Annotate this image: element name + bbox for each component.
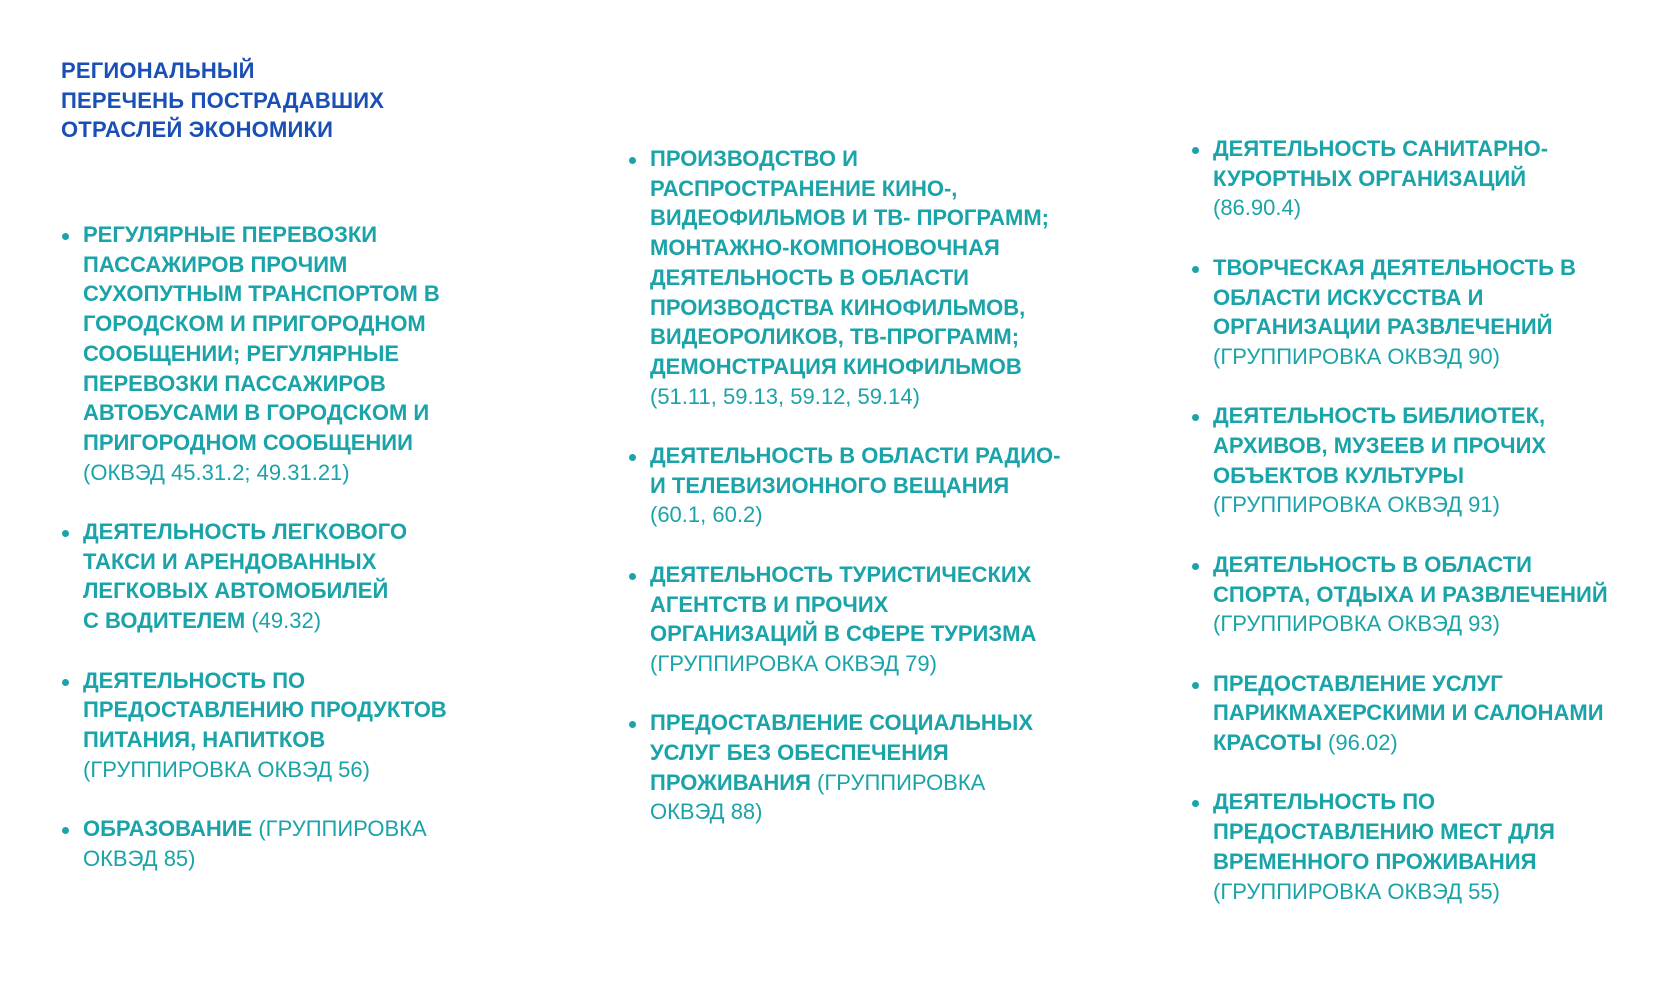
- okved-code: (ГРУППИРОВКА ОКВЭД 88): [650, 769, 986, 825]
- industry-name: ДЕЯТЕЛЬНОСТЬ В ОБЛАСТИ СПОРТА, ОТДЫХА И РАЗВЛЕЧЕНИЙ: [1213, 551, 1608, 607]
- bullet-dot-icon: [629, 157, 636, 164]
- bullet-dot-icon: [629, 573, 636, 580]
- list-item: [1191, 669, 1661, 758]
- okved-code: (ГРУППИРОВКА ОКВЭД 55): [1213, 878, 1500, 904]
- industry-list-column-1: [61, 220, 501, 903]
- bullet-dot-icon: [1192, 682, 1199, 689]
- page-title-line: ПЕРЕЧЕНЬ ПОСТРАДАВШИХ: [61, 87, 385, 113]
- bullet-dot-icon: [62, 233, 69, 240]
- okved-code: (ОКВЭД 45.31.2; 49.31.21): [83, 459, 350, 485]
- okved-code: (86.90.4): [1213, 195, 1302, 221]
- bullet-dot-icon: [62, 827, 69, 834]
- okved-code: (ГРУППИРОВКА ОКВЭД 90): [1213, 343, 1500, 369]
- bullet-dot-icon: [1192, 147, 1199, 154]
- industry-name: ДЕЯТЕЛЬНОСТЬ БИБЛИОТЕК, АРХИВОВ, МУЗЕЕВ И ПРОЧИХ ОБЪЕКТОВ КУЛЬТУРЫ: [1213, 403, 1547, 488]
- industry-name: ДЕЯТЕЛЬНОСТЬ ЛЕГКОВОГО ТАКСИ И АРЕНДОВАННЫХ ЛЕГКОВЫХ АВТОМОБИЛЕЙ С ВОДИТЕЛЕМ: [83, 519, 408, 634]
- industry-name: ТВОРЧЕСКАЯ ДЕЯТЕЛЬНОСТЬ В ОБЛАСТИ ИСКУССТВА И ОРГАНИЗАЦИИ РАЗВЛЕЧЕНИЙ: [1213, 254, 1576, 340]
- industry-name: ДЕЯТЕЛЬНОСТЬ ПО ПРЕДОСТАВЛЕНИЮ МЕСТ ДЛЯ ВРЕМЕННОГО ПРОЖИВАНИЯ: [1213, 789, 1555, 874]
- industry-name: ДЕЯТЕЛЬНОСТЬ ТУРИСТИЧЕСКИХ АГЕНТСТВ И ПРОЧИХ ОРГАНИЗАЦИЙ В СФЕРЕ ТУРИЗМА: [650, 561, 1037, 647]
- bullet-dot-icon: [1192, 266, 1199, 273]
- list-item: [1191, 401, 1661, 520]
- okved-code: (ГРУППИРОВКА ОКВЭД 85): [83, 816, 427, 871]
- bullet-dot-icon: [629, 721, 636, 728]
- bullet-dot-icon: [1192, 800, 1199, 807]
- list-item: [1191, 134, 1661, 223]
- bullet-dot-icon: [1192, 563, 1199, 570]
- list-item: [61, 814, 501, 873]
- list-item: [628, 708, 1098, 827]
- list-item: [1191, 550, 1661, 639]
- industry-name: ПРЕДОСТАВЛЕНИЕ УСЛУГ ПАРИКМАХЕРСКИМИ И САЛОНАМИ КРАСОТЫ: [1213, 670, 1604, 755]
- industry-name: ПРЕДОСТАВЛЕНИЕ СОЦИАЛЬНЫХ УСЛУГ БЕЗ ОБЕСПЕЧЕНИЯ ПРОЖИВАНИЯ: [650, 710, 1034, 795]
- list-item: [628, 144, 1098, 411]
- okved-code: (ГРУППИРОВКА ОКВЭД 79): [650, 650, 937, 676]
- industry-name: ДЕЯТЕЛЬНОСТЬ ПО ПРЕДОСТАВЛЕНИЮ ПРОДУКТОВ ПИТАНИЯ, НАПИТКОВ: [83, 667, 447, 752]
- bullet-dot-icon: [62, 530, 69, 537]
- list-item: [628, 441, 1098, 530]
- list-item: [1191, 787, 1661, 906]
- bullet-dot-icon: [1192, 414, 1199, 421]
- industry-name: ПРОИЗВОДСТВО И РАСПРОСТРАНЕНИЕ КИНО-, ВИДЕОФИЛЬМОВ И ТВ- ПРОГРАММ; МОНТАЖНО-КОМПОНОВОЧНАЯ ДЕЯТЕЛЬНОСТЬ В ОБЛАСТИ ПРОИЗВОДСТВА КИНОФИЛЬМОВ, ВИДЕОРОЛИКОВ, ТВ-ПРОГРАММ; ДЕМОНСТРАЦИЯ КИНОФИЛЬМОВ: [650, 146, 1049, 379]
- okved-code: (ГРУППИРОВКА ОКВЭД 91): [1213, 492, 1500, 518]
- industry-list-column-3: [1191, 134, 1661, 936]
- okved-code: (51.11, 59.13, 59.12, 59.14): [650, 383, 920, 409]
- industry-name: ДЕЯТЕЛЬНОСТЬ САНИТАРНО- КУРОРТНЫХ ОРГАНИЗАЦИЙ: [1213, 136, 1549, 191]
- bullet-dot-icon: [629, 454, 636, 461]
- page-title-line: РЕГИОНАЛЬНЫЙ: [61, 58, 255, 83]
- industry-list-column-2: [628, 144, 1098, 857]
- list-item: [1191, 253, 1661, 372]
- industry-name: РЕГУЛЯРНЫЕ ПЕРЕВОЗКИ ПАССАЖИРОВ ПРОЧИМ СУХОПУТНЫМ ТРАНСПОРТОМ В ГОРОДСКОМ И ПРИГОРОДНОМ СООБЩЕНИИ; РЕГУЛЯРНЫЕ ПЕРЕВОЗКИ ПАССАЖИРОВ АВТОБУСАМИ В ГОРОДСКОМ И ПРИГОРОДНОМ СООБЩЕНИИ: [83, 222, 440, 455]
- list-item: [628, 560, 1098, 679]
- industry-name: ДЕЯТЕЛЬНОСТЬ В ОБЛАСТИ РАДИО- И ТЕЛЕВИЗИОННОГО ВЕЩАНИЯ: [650, 443, 1061, 498]
- industry-name: ОБРАЗОВАНИЕ: [83, 816, 253, 842]
- okved-code: (96.02): [1321, 730, 1398, 755]
- okved-code: (49.32): [245, 608, 322, 634]
- bullet-dot-icon: [62, 679, 69, 686]
- okved-code: (ГРУППИРОВКА ОКВЭД 93): [1213, 611, 1500, 637]
- list-item: [61, 220, 501, 487]
- page-title: [61, 56, 384, 145]
- okved-code: (60.1, 60.2): [650, 502, 763, 528]
- page-title-line: ОТРАСЛЕЙ ЭКОНОМИКИ: [61, 117, 334, 142]
- list-item: [61, 666, 501, 785]
- list-item: [61, 517, 501, 636]
- okved-code: (ГРУППИРОВКА ОКВЭД 56): [83, 756, 370, 782]
